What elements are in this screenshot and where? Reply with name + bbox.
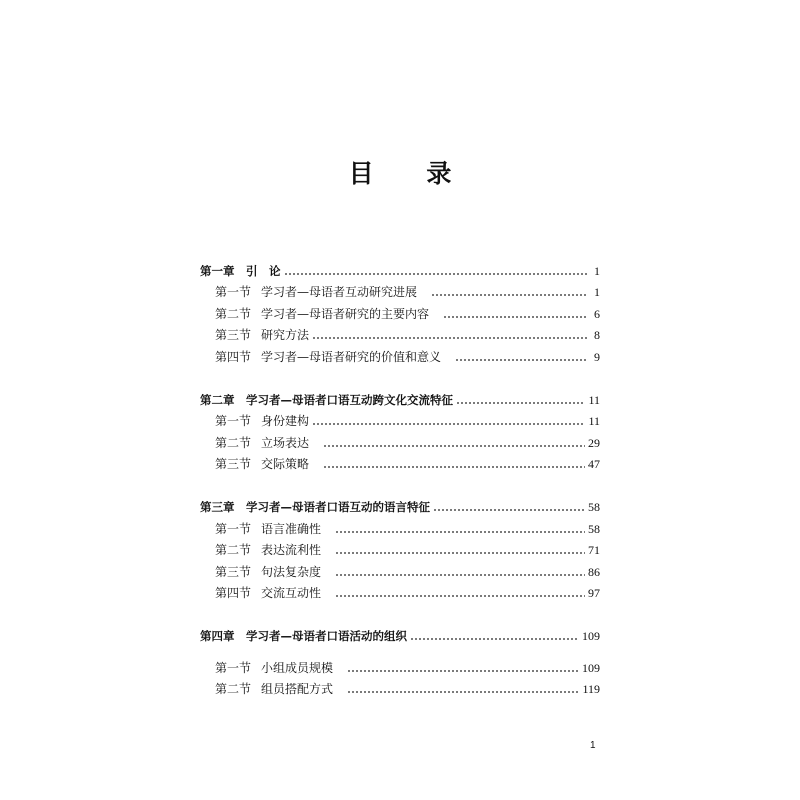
section-title: 身份建构 [261,414,310,429]
page-number: 97 [588,586,600,601]
page-number: 1 [594,285,600,300]
section-title: 立场表达 [261,435,310,450]
dot-leader [455,359,587,361]
dot-leader [284,273,588,275]
section-label: 第四节 [215,586,252,601]
section-label: 第二节 [215,682,252,697]
chapter-title: 学习者—母语者口语互动跨文化交流特征 [246,392,453,407]
chapter-title: 引 论 [246,263,281,278]
table-of-contents [200,256,600,696]
dot-leader [335,552,585,554]
chapter-label: 第二章 [200,392,235,407]
page-number: 58 [588,499,600,514]
page-number: 119 [582,682,600,697]
page-number: 6 [594,306,600,321]
section-label: 第四节 [215,349,252,364]
toc-chapter-entry[interactable] [200,621,600,643]
section-label: 第一节 [215,521,252,536]
page-number: 1 [594,263,600,278]
section-title: 交际策略 [261,457,310,472]
section-title: 语言准确性 [261,521,322,536]
page-number: 109 [582,660,600,675]
toc-section-entry[interactable] [200,579,600,601]
page-number: 71 [588,543,600,558]
page-title: 目 录 [348,159,474,188]
toc-section-entry[interactable] [200,675,600,697]
dot-leader [347,670,579,672]
chapter-title: 学习者—母语者口语活动的组织 [246,628,407,643]
section-title: 学习者—母语者研究的主要内容 [261,306,430,321]
page-number: 8 [594,328,600,343]
folio-page-number: 1 [590,740,596,751]
section-title: 表达流利性 [261,543,322,558]
page-number: 47 [588,457,600,472]
page-number: 86 [588,564,600,579]
section-label: 第三节 [215,328,252,343]
dot-leader [456,402,585,404]
dot-leader [323,466,585,468]
section-title: 小组成员规模 [261,660,334,675]
toc-chapter-entry[interactable] [200,492,600,514]
toc-section-entry[interactable] [200,299,600,321]
section-label: 第三节 [215,564,252,579]
section-label: 第三节 [215,457,252,472]
toc-chapter-entry[interactable] [200,256,600,278]
section-title: 研究方法 [261,328,310,343]
toc-section-entry[interactable] [200,278,600,300]
section-title: 学习者—母语者研究的价值和意义 [261,349,442,364]
toc-chapter-1 [200,256,600,364]
toc-section-entry[interactable] [200,428,600,450]
toc-chapter-entry[interactable] [200,385,600,407]
page-number: 58 [588,521,600,536]
chapter-label: 第三章 [200,499,235,514]
dot-leader [335,531,585,533]
section-label: 第二节 [215,435,252,450]
section-label: 第二节 [215,543,252,558]
dot-leader [410,638,579,640]
dot-leader [312,423,585,425]
dot-leader [335,595,585,597]
dot-leader [347,691,579,693]
page-number: 29 [588,435,600,450]
page-number: 9 [594,349,600,364]
toc-section-entry[interactable] [200,536,600,558]
chapter-label: 第一章 [200,263,235,278]
dot-leader [431,294,587,296]
page-number: 11 [588,392,600,407]
section-title: 组员搭配方式 [261,682,334,697]
toc-section-entry[interactable] [200,342,600,364]
chapter-label: 第四章 [200,628,235,643]
toc-chapter-2 [200,385,600,471]
chapter-title: 学习者—母语者口语互动的语言特征 [246,499,430,514]
dot-leader [312,337,587,339]
dot-leader [323,445,585,447]
toc-section-entry[interactable] [200,653,600,675]
toc-section-entry[interactable] [200,321,600,343]
toc-section-entry[interactable] [200,407,600,429]
toc-chapter-3 [200,492,600,600]
page-number: 11 [588,414,600,429]
dot-leader [335,574,585,576]
section-label: 第二节 [215,306,252,321]
dot-leader [443,316,587,318]
section-title: 学习者—母语者互动研究进展 [261,285,418,300]
section-label: 第一节 [215,285,252,300]
section-title: 句法复杂度 [261,564,322,579]
section-label: 第一节 [215,414,252,429]
toc-section-entry[interactable] [200,450,600,472]
toc-section-entry[interactable] [200,514,600,536]
section-title: 交流互动性 [261,586,322,601]
section-label: 第一节 [215,660,252,675]
toc-section-entry[interactable] [200,557,600,579]
dot-leader [433,509,585,511]
page-number: 109 [582,628,600,643]
toc-chapter-4 [200,621,600,696]
